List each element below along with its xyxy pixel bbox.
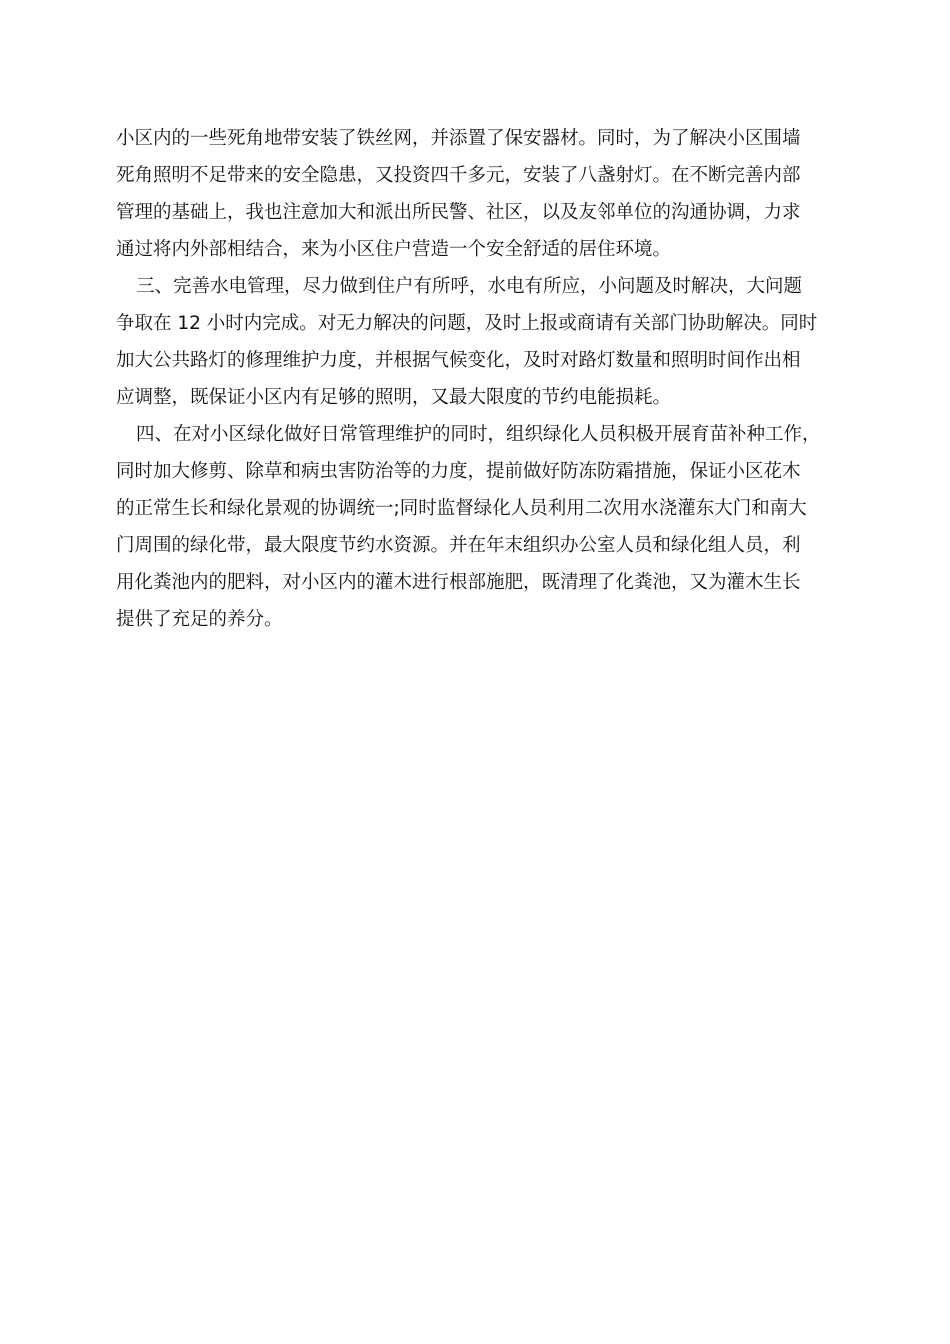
text-line: 通过将内外部相结合，来为小区住户营造一个安全舒适的居住环境。 — [116, 239, 672, 260]
text-line: 应调整，既保证小区内有足够的照明，又最大限度的节约电能损耗。 — [116, 387, 672, 408]
text-line: 用化粪池内的肥料，对小区内的灌木进行根部施肥，既清理了化粪池，又为灌木生长 — [116, 572, 801, 593]
section-four-first-line: 四、在对小区绿化做好日常管理维护的同时，组织绿化人员积极开展育苗补种工作， — [136, 424, 821, 445]
text-line: 同时加大修剪、除草和病虫害防治等的力度，提前做好防冻防霜措施，保证小区花木 — [116, 461, 801, 482]
text-line: 管理的基础上，我也注意加大和派出所民警、社区，以及友邻单位的沟通协调，力求 — [116, 202, 801, 223]
text-line: 提供了充足的养分。 — [116, 609, 283, 630]
document-body — [116, 120, 838, 638]
section-three-first-line: 三、完善水电管理，尽力做到住户有所呼，水电有所应，小问题及时解决，大问题 — [136, 276, 803, 297]
text-line: 加大公共路灯的修理维护力度，并根据气候变化，及时对路灯数量和照明时间作出相 — [116, 350, 801, 371]
text-line: 死角照明不足带来的安全隐患，又投资四千多元，安装了八盏射灯。在不断完善内部 — [116, 165, 801, 186]
text-line: 的正常生长和绿化景观的协调统一;同时监督绿化人员利用二次用水浇灌东大门和南大 — [116, 498, 807, 519]
text-line: 门周围的绿化带，最大限度节约水资源。并在年末组织办公室人员和绿化组人员，利 — [116, 535, 801, 556]
text-line: 小区内的一些死角地带安装了铁丝网，并添置了保安器材。同时，为了解决小区围墙 — [116, 128, 801, 149]
text-line: 争取在 12 小时内完成。对无力解决的问题，及时上报或商请有关部门协助解决。同时 — [116, 313, 818, 334]
